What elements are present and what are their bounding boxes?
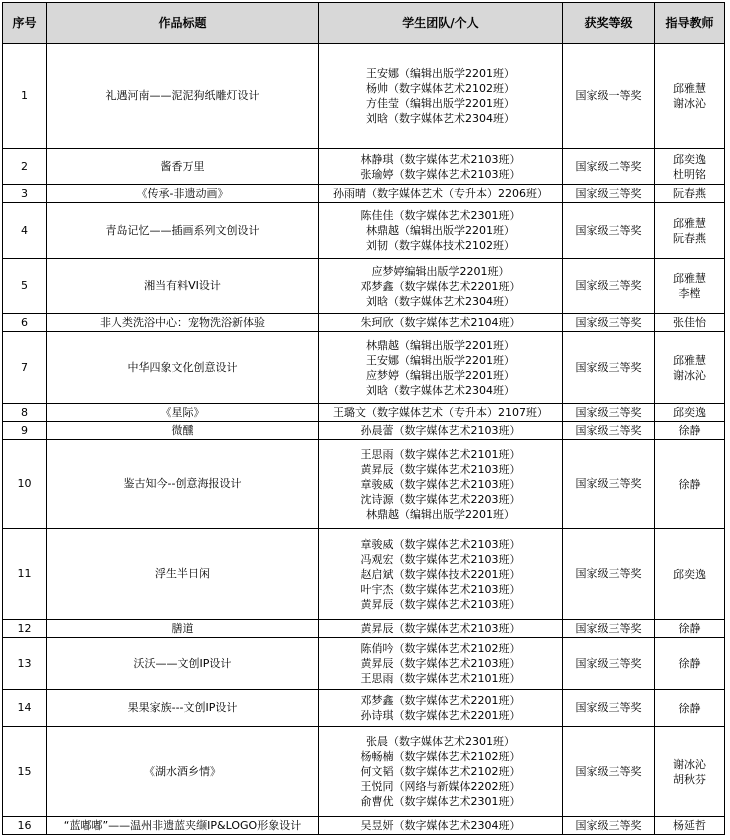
team-member: 应梦婷（编辑出版学2201班） <box>366 368 515 382</box>
team-members <box>319 529 563 620</box>
advisor-name: 徐静 <box>678 701 701 715</box>
work-title: 湘当有料VI设计 <box>47 259 319 314</box>
team-member: 刘晗（数字媒体艺术2304班） <box>366 112 515 125</box>
team-members <box>319 259 563 314</box>
award-level: 国家级三等奖 <box>563 422 655 440</box>
work-title: 《传承-非遗动画》 <box>47 185 319 203</box>
advisor-name: 邱奕逸 <box>673 406 706 419</box>
team-member: 张晨（数字媒体艺术2301班） <box>366 735 515 748</box>
team-member: 王璐文（数字媒体艺术（专升本）2107班） <box>333 406 548 419</box>
award-level: 国家级三等奖 <box>563 690 655 727</box>
row-number: 9 <box>3 422 47 440</box>
table-row <box>3 259 725 314</box>
team-member: 冯观宏（数字媒体艺术2103班） <box>360 552 521 566</box>
team-member: 孙诗琪（数字媒体艺术2201班） <box>360 709 521 722</box>
award-level: 国家级三等奖 <box>563 620 655 638</box>
award-level: 国家级三等奖 <box>563 314 655 332</box>
team-member: 吴昱妍（数字媒体艺术2304班） <box>360 819 521 832</box>
advisors <box>655 185 725 203</box>
row-number: 16 <box>3 817 47 835</box>
team-member: 刘韧（数字媒体技术2102班） <box>366 239 515 252</box>
team-member: 黄昇辰（数字媒体艺术2103班） <box>360 462 521 476</box>
advisor-name: 邱雅慧 <box>673 272 706 285</box>
team-member: 黄昇辰（数字媒体艺术2103班） <box>360 622 521 635</box>
advisor-name: 徐静 <box>678 622 701 635</box>
table-row <box>3 332 725 404</box>
team-member: 林鼎越（编辑出版学2201班） <box>366 224 515 237</box>
header-team: 学生团队/个人 <box>319 3 563 44</box>
work-title: 鉴古知今--创意海报设计 <box>47 440 319 529</box>
advisor-name: 谢冰沁 <box>673 368 706 382</box>
team-member: 朱珂欣（数字媒体艺术2104班） <box>360 316 521 329</box>
team-members <box>319 638 563 690</box>
team-members <box>319 620 563 638</box>
team-member: 叶宇杰（数字媒体艺术2103班） <box>360 582 521 596</box>
team-member: 林鼎越（编辑出版学2201班） <box>366 507 515 521</box>
row-number: 15 <box>3 727 47 817</box>
work-title: 《湖水酒乡情》 <box>47 727 319 817</box>
team-member: 孙晨蕾（数字媒体艺术2103班） <box>360 424 521 437</box>
award-level: 国家级三等奖 <box>563 404 655 422</box>
advisors <box>655 44 725 149</box>
award-level: 国家级三等奖 <box>563 259 655 314</box>
work-title: 礼遇河南——泥泥狗纸雕灯设计 <box>47 44 319 149</box>
work-title: 膳道 <box>47 620 319 638</box>
team-members <box>319 404 563 422</box>
table-row <box>3 690 725 727</box>
team-member: 刘晗（数字媒体艺术2304班） <box>366 294 515 308</box>
team-member: 杨畅楠（数字媒体艺术2102班） <box>360 750 521 763</box>
work-title: 《星际》 <box>47 404 319 422</box>
table-row <box>3 529 725 620</box>
advisor-name: 邱雅慧 <box>673 82 706 95</box>
team-member: 黄昇辰（数字媒体艺术2103班） <box>360 597 521 611</box>
team-member: 应梦婷编辑出版学2201班） <box>371 264 510 278</box>
table-row <box>3 727 725 817</box>
team-member: 王安娜（编辑出版学2201班） <box>366 67 515 80</box>
work-title: “蓝嘟嘟”——温州非遗蓝夹缬IP&LOGO形象设计 <box>47 817 319 835</box>
team-member: 沈诗源（数字媒体艺术2203班） <box>360 492 521 506</box>
row-number: 5 <box>3 259 47 314</box>
table-row <box>3 44 725 149</box>
work-title: 中华四象文化创意设计 <box>47 332 319 404</box>
award-level: 国家级一等奖 <box>563 44 655 149</box>
row-number: 7 <box>3 332 47 404</box>
advisor-name: 邱奕逸 <box>673 152 706 166</box>
header-teacher: 指导教师 <box>655 3 725 44</box>
team-member: 陈佳佳（数字媒体艺术2301班） <box>360 209 521 222</box>
row-number: 10 <box>3 440 47 529</box>
header-title: 作品标题 <box>47 3 319 44</box>
advisors <box>655 422 725 440</box>
advisor-name: 邱雅慧 <box>673 353 706 367</box>
work-title: 微醺 <box>47 422 319 440</box>
advisors <box>655 638 725 690</box>
advisors <box>655 727 725 817</box>
team-members <box>319 203 563 259</box>
team-members <box>319 44 563 149</box>
team-member: 赵启斌（数字媒体技术2201班） <box>360 567 521 581</box>
award-level: 国家级三等奖 <box>563 185 655 203</box>
row-number: 1 <box>3 44 47 149</box>
table-row <box>3 620 725 638</box>
row-number: 8 <box>3 404 47 422</box>
table-row <box>3 422 725 440</box>
work-title: 沃沃——文创IP设计 <box>47 638 319 690</box>
team-members <box>319 690 563 727</box>
advisor-name: 邱奕逸 <box>673 567 706 581</box>
award-level: 国家级三等奖 <box>563 529 655 620</box>
advisor-name: 张佳怡 <box>673 316 706 329</box>
award-level: 国家级三等奖 <box>563 638 655 690</box>
work-title: 青岛记忆——插画系列文创设计 <box>47 203 319 259</box>
row-number: 3 <box>3 185 47 203</box>
team-member: 刘晗（数字媒体艺术2304班） <box>366 383 515 397</box>
row-number: 11 <box>3 529 47 620</box>
advisors <box>655 529 725 620</box>
team-members <box>319 422 563 440</box>
advisors <box>655 620 725 638</box>
team-member: 林静琪（数字媒体艺术2103班） <box>360 152 521 166</box>
table-row <box>3 638 725 690</box>
team-member: 何文韬（数字媒体艺术2102班） <box>360 765 521 778</box>
advisors <box>655 259 725 314</box>
header-award: 获奖等级 <box>563 3 655 44</box>
team-member: 杨帅（数字媒体艺术2102班） <box>366 82 515 95</box>
advisor-name: 徐静 <box>678 424 701 437</box>
advisors <box>655 690 725 727</box>
advisor-name: 谢冰沁 <box>673 97 706 110</box>
team-members <box>319 314 563 332</box>
awards-table <box>2 2 725 835</box>
team-member: 王思雨（数字媒体艺术2101班） <box>360 672 521 685</box>
table-row <box>3 185 725 203</box>
team-members <box>319 727 563 817</box>
award-level: 国家级三等奖 <box>563 817 655 835</box>
table-row <box>3 440 725 529</box>
advisor-name: 邱雅慧 <box>673 216 706 230</box>
advisor-name: 胡秋芬 <box>673 772 706 786</box>
advisors <box>655 332 725 404</box>
table-row <box>3 404 725 422</box>
advisor-name: 阮春燕 <box>673 231 706 245</box>
award-level: 国家级三等奖 <box>563 440 655 529</box>
award-level: 国家级三等奖 <box>563 332 655 404</box>
work-title: 浮生半日闲 <box>47 529 319 620</box>
team-members <box>319 185 563 203</box>
team-member: 俞曹优（数字媒体艺术2301班） <box>360 795 521 808</box>
row-number: 6 <box>3 314 47 332</box>
team-member: 章骏威（数字媒体艺术2103班） <box>360 537 521 551</box>
advisors <box>655 149 725 185</box>
team-member: 邓梦鑫（数字媒体艺术2201班） <box>360 279 521 293</box>
table-body <box>3 44 725 835</box>
advisor-name: 谢冰沁 <box>673 757 706 771</box>
table-row <box>3 203 725 259</box>
team-member: 张瑜婷（数字媒体艺术2103班） <box>360 167 521 181</box>
advisors <box>655 440 725 529</box>
header-row <box>3 3 725 44</box>
team-member: 王悦同（网络与新媒体2202班） <box>360 780 521 793</box>
advisors <box>655 203 725 259</box>
advisor-name: 李樘 <box>678 287 701 300</box>
team-members <box>319 817 563 835</box>
row-number: 4 <box>3 203 47 259</box>
work-title: 酱香万里 <box>47 149 319 185</box>
table-row <box>3 817 725 835</box>
row-number: 12 <box>3 620 47 638</box>
award-level: 国家级三等奖 <box>563 727 655 817</box>
team-member: 章骏威（数字媒体艺术2103班） <box>360 477 521 491</box>
team-member: 孙雨晴（数字媒体艺术（专升本）2206班） <box>333 187 548 200</box>
work-title: 果果家族---文创IP设计 <box>47 690 319 727</box>
team-member: 王安娜（编辑出版学2201班） <box>366 353 515 367</box>
advisors <box>655 314 725 332</box>
advisor-name: 杜明铭 <box>673 167 706 181</box>
team-member: 邓梦鑫（数字媒体艺术2201班） <box>360 694 521 707</box>
table-row <box>3 314 725 332</box>
team-members <box>319 332 563 404</box>
team-member: 方佳莹（编辑出版学2201班） <box>366 97 515 110</box>
advisor-name: 徐静 <box>678 657 701 670</box>
advisors <box>655 817 725 835</box>
team-member: 王思雨（数字媒体艺术2101班） <box>360 447 521 461</box>
table-row <box>3 149 725 185</box>
row-number: 13 <box>3 638 47 690</box>
row-number: 2 <box>3 149 47 185</box>
team-member: 黄昇辰（数字媒体艺术2103班） <box>360 657 521 670</box>
team-member: 陈俏吟（数字媒体艺术2102班） <box>360 642 521 655</box>
award-level: 国家级二等奖 <box>563 149 655 185</box>
advisor-name: 阮春燕 <box>673 187 706 200</box>
advisor-name: 徐静 <box>678 477 701 491</box>
header-no: 序号 <box>3 3 47 44</box>
award-level: 国家级三等奖 <box>563 203 655 259</box>
advisors <box>655 404 725 422</box>
row-number: 14 <box>3 690 47 727</box>
advisor-name: 杨延哲 <box>673 819 706 832</box>
team-members <box>319 440 563 529</box>
work-title: 非人类洗浴中心：宠物洗浴新体验 <box>47 314 319 332</box>
team-member: 林鼎越（编辑出版学2201班） <box>366 338 515 352</box>
team-members <box>319 149 563 185</box>
